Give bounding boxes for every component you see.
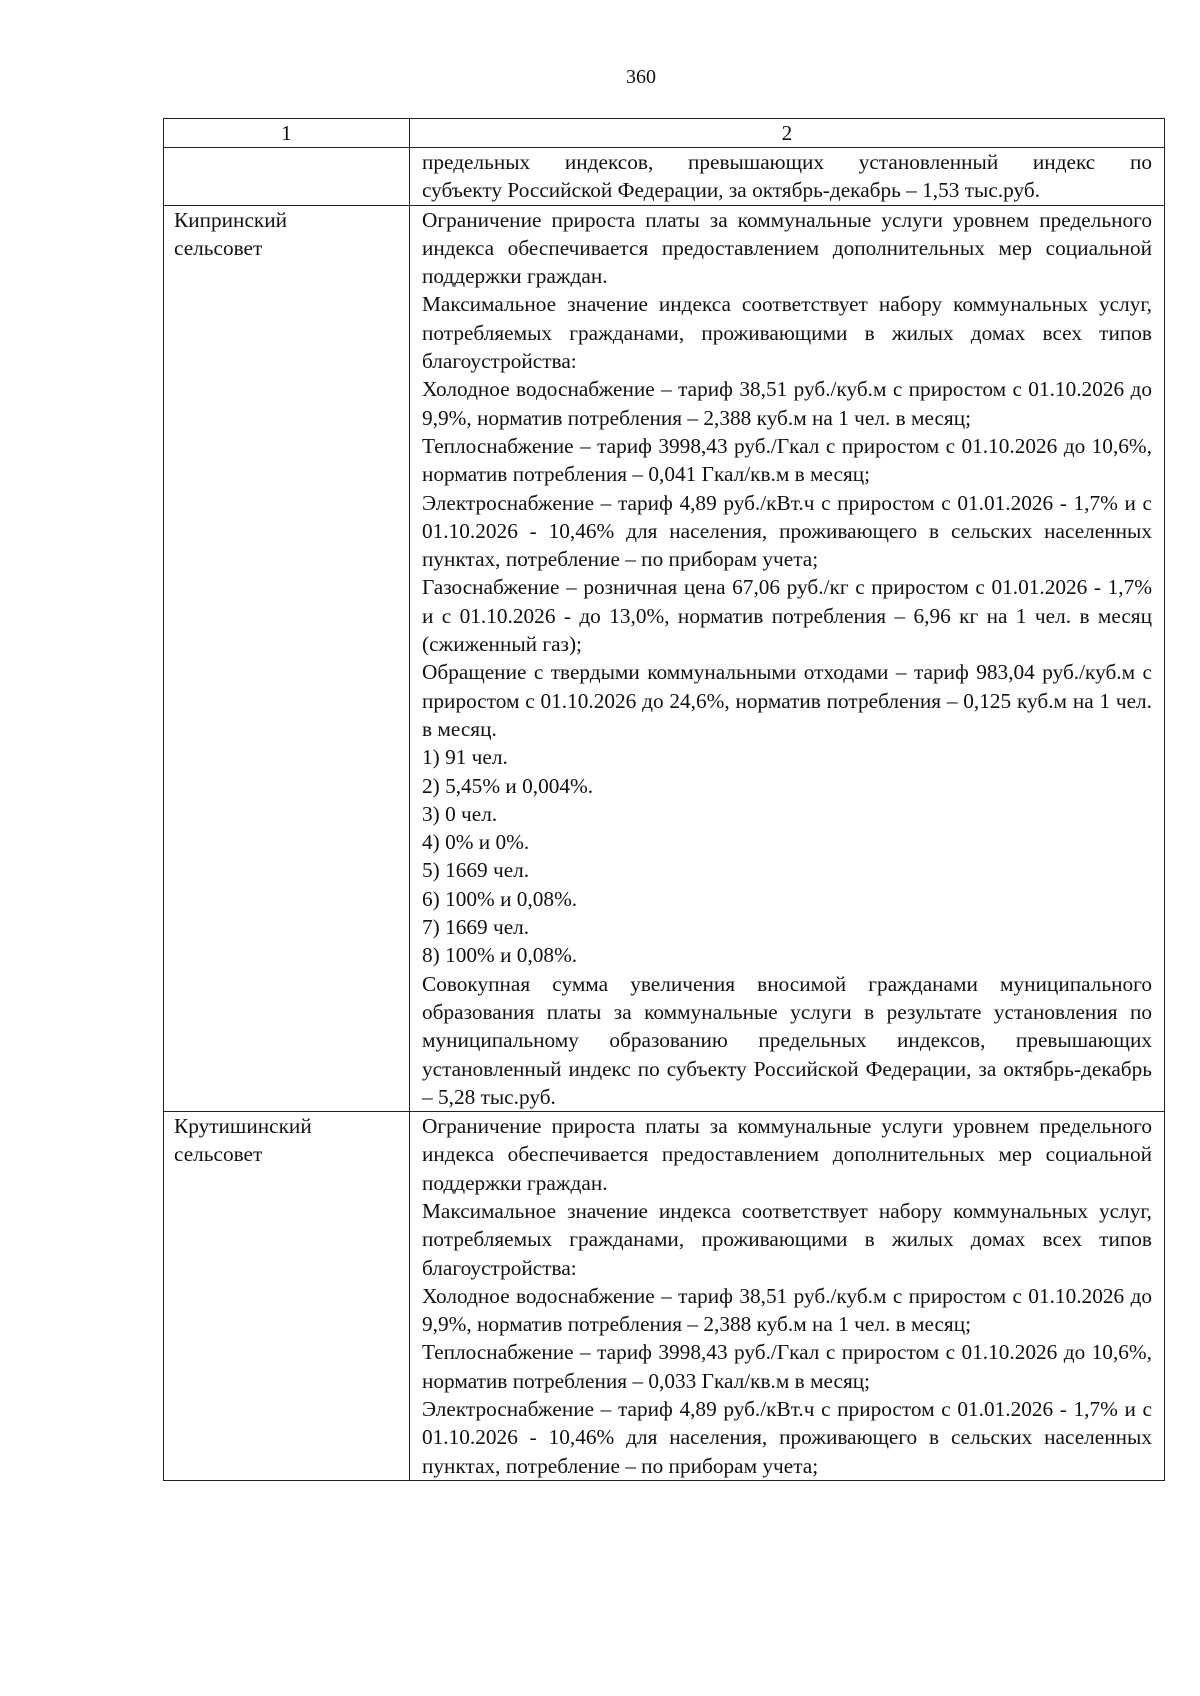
table-row-kiprinsky bbox=[164, 205, 1165, 1112]
paragraph-heating: Теплоснабжение – тариф 3998,43 руб./Гкал с приростом с 01.10.2026 до 10,6%, норматив потребления – 0,041 Гкал/кв.м в месяц; bbox=[422, 433, 1152, 487]
municipality-name: Крутишинский bbox=[174, 1114, 312, 1139]
list-item: 6) 100% и 0,08%. bbox=[422, 886, 578, 911]
continuation-line: предельных индексов, превышающих установленный индекс по bbox=[422, 150, 1152, 174]
municipality-cell-empty bbox=[164, 148, 410, 206]
paragraph-heating: Теплоснабжение – тариф 3998,43 руб./Гкал с приростом с 01.10.2026 до 10,6%, норматив потребления – 0,033 Гкал/кв.м в месяц; bbox=[422, 1340, 1152, 1393]
paragraph-electricity: Электроснабжение – тариф 4,89 руб./кВт.ч с приростом с 01.01.2026 - 1,7% и с 01.10.2026 - 10,46% для населения, проживающего в сельских населенных пунктах, потребление – по приборам учета; bbox=[422, 490, 1152, 572]
description-cell bbox=[410, 1112, 1165, 1481]
paragraph-total: Совокупная сумма увеличения вносимой гражданами муниципального образования платы за коммунальные услуги в результате установления по муниципальному образованию предельных индексов, превышающих установленный индекс по субъекту Российской Федерации, за октябрь-декабрь – 5,28 тыс.руб. bbox=[422, 971, 1152, 1109]
paragraph-electricity: Электроснабжение – тариф 4,89 руб./кВт.ч с приростом с 01.01.2026 - 1,7% и с 01.10.2026 - 10,46% для населения, проживающего в сельских населенных пунктах, потребление – по приборам учета; bbox=[422, 1397, 1152, 1478]
list-item: 3) 0 чел. bbox=[422, 801, 498, 826]
list-item: 8) 100% и 0,08%. bbox=[422, 943, 578, 968]
table-row-continuation bbox=[164, 148, 1165, 206]
page-number: 360 bbox=[626, 66, 656, 88]
table-row-krutishinsky bbox=[164, 1112, 1165, 1481]
municipality-type: сельсовет bbox=[174, 1142, 263, 1167]
list-item: 5) 1669 чел. bbox=[422, 858, 530, 883]
header-col2: 2 bbox=[410, 119, 1165, 148]
indices-table bbox=[163, 118, 1165, 1481]
list-item: 1) 91 чел. bbox=[422, 745, 508, 770]
header-col1: 1 bbox=[164, 119, 410, 148]
paragraph-max-index: Максимальное значение индекса соответствует набору коммунальных услуг, потребляемых гражданами, проживающими в жилых домах всех типов благоустройства: bbox=[422, 292, 1152, 374]
description-cell bbox=[410, 205, 1165, 1112]
continuation-line: субъекту Российской Федерации, за октябрь-декабрь – 1,53 тыс.руб. bbox=[422, 178, 1041, 203]
municipality-type: сельсовет bbox=[174, 235, 263, 260]
municipality-name: Кипринский bbox=[174, 207, 288, 232]
paragraph-gas: Газоснабжение – розничная цена 67,06 руб./кг с приростом с 01.01.2026 - 1,7% и с 01.10.2026 - до 13,0%, норматив потребления – 6,96 кг на 1 чел. в месяц (сжиженный газ); bbox=[422, 575, 1152, 657]
list-item: 7) 1669 чел. bbox=[422, 915, 530, 940]
municipality-cell bbox=[164, 1112, 410, 1481]
paragraph-max-index: Максимальное значение индекса соответствует набору коммунальных услуг, потребляемых гражданами, проживающими в жилых домах всех типов благоустройства: bbox=[422, 1198, 1152, 1280]
paragraph-waste: Обращение с твердыми коммунальными отходами – тариф 983,04 руб./куб.м с приростом с 01.10.2026 до 24,6%, норматив потребления – 0,125 куб.м на 1 чел. в месяц. bbox=[422, 660, 1152, 741]
municipality-cell bbox=[164, 205, 410, 1112]
list-item: 4) 0% и 0%. bbox=[422, 830, 530, 855]
description-cell bbox=[410, 148, 1165, 206]
list-item: 2) 5,45% и 0,004%. bbox=[422, 773, 594, 798]
paragraph-limit: Ограничение прироста платы за коммунальные услуги уровнем предельного индекса обеспечивается предоставлением дополнительных мер социальной поддержки граждан. bbox=[422, 207, 1152, 289]
paragraph-limit: Ограничение прироста платы за коммунальные услуги уровнем предельного индекса обеспечивается предоставлением дополнительных мер социальной поддержки граждан. bbox=[422, 1114, 1152, 1195]
table-header-row bbox=[164, 119, 1165, 148]
paragraph-cold-water: Холодное водоснабжение – тариф 38,51 руб./куб.м с приростом с 01.10.2026 до 9,9%, норматив потребления – 2,388 куб.м на 1 чел. в месяц; bbox=[422, 1283, 1152, 1337]
paragraph-cold-water: Холодное водоснабжение – тариф 38,51 руб./куб.м с приростом с 01.10.2026 до 9,9%, норматив потребления – 2,388 куб.м на 1 чел. в месяц; bbox=[422, 377, 1152, 430]
